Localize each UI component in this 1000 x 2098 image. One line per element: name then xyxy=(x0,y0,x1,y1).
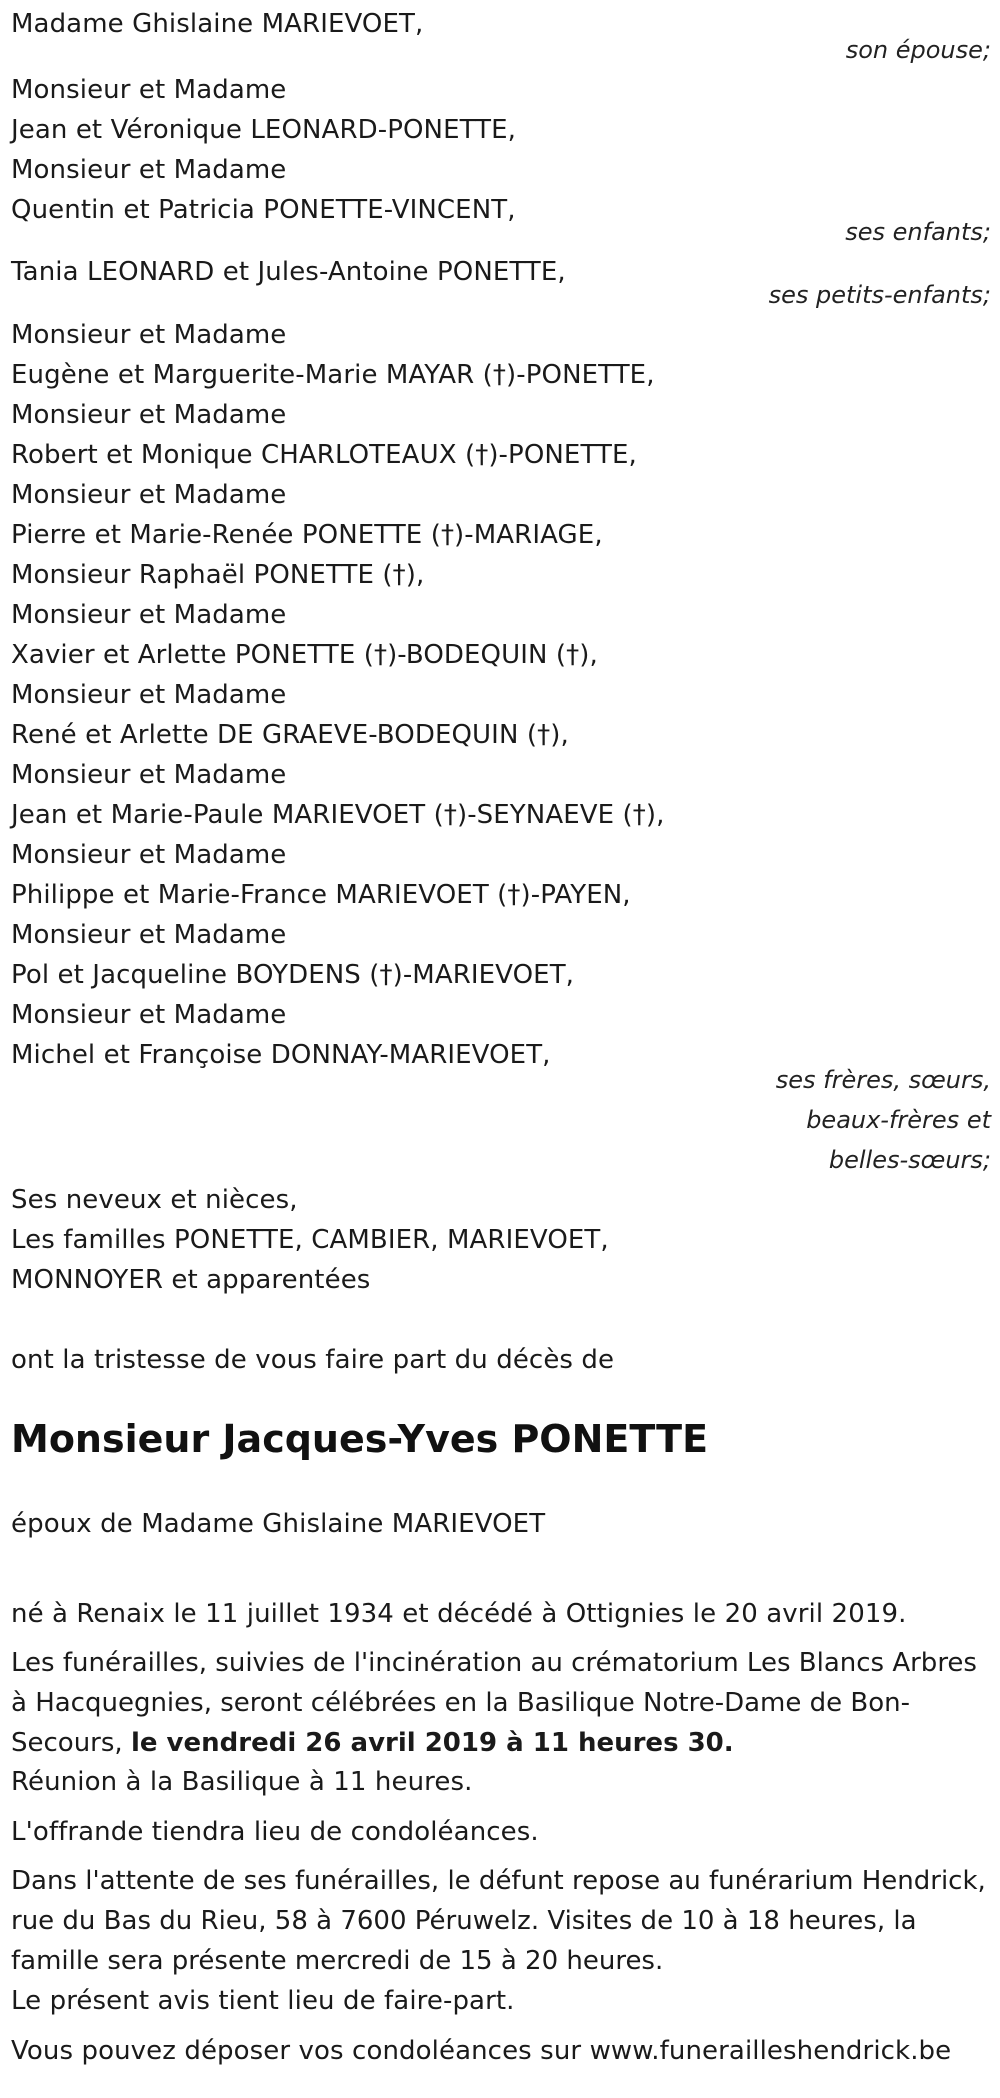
child-line: Quentin et Patricia PONETTE-VINCENT, xyxy=(11,195,516,225)
sibling-line: Xavier et Arlette PONETTE (†)-BODEQUIN (†), xyxy=(11,640,598,670)
siblings-relation: belles-sœurs; xyxy=(828,1146,991,1174)
other-relatives-line: MONNOYER et apparentées xyxy=(11,1265,371,1295)
birth-death-text: né à Renaix le 11 juillet 1934 et décédé à Ottignies le 20 avril 2019. xyxy=(11,1599,907,1629)
grandchildren-name: Tania LEONARD et Jules-Antoine PONETTE, xyxy=(11,257,566,287)
sibling-line: Monsieur et Madame xyxy=(11,680,287,710)
wife-name: Madame Ghislaine MARIEVOET, xyxy=(11,9,424,39)
rest-info-paragraph: Dans l'attente de ses funérailles, le défunt repose au funérarium Hendrick, rue du Bas du Rieu, 58 à 7600 Péruwelz. Visites de 10 à 18 heures, la famille sera présente mercredi de 15 à 20 heures. xyxy=(11,1866,986,1976)
sibling-line: Monsieur et Madame xyxy=(11,400,287,430)
condolences-text: Vous pouvez déposer vos condoléances sur www.funerailleshendrick.be xyxy=(11,2036,952,2066)
offering-text: L'offrande tiendra lieu de condoléances. xyxy=(11,1817,539,1847)
meeting-text: Réunion à la Basilique à 11 heures. xyxy=(11,1767,473,1797)
funeral-text: Les funérailles, suivies de l'incinération au crématorium Les Blancs Arbres à Hacquegnies, seront célébrées en la Basilique Notre-Dame de Bon-Secours, xyxy=(11,1648,977,1758)
sibling-line: Pierre et Marie-Renée PONETTE (†)-MARIAGE, xyxy=(11,520,603,550)
child-line: Jean et Véronique LEONARD-PONETTE, xyxy=(11,115,517,145)
sibling-line: Robert et Monique CHARLOTEAUX (†)-PONETTE, xyxy=(11,440,637,470)
sibling-line: Monsieur et Madame xyxy=(11,760,287,790)
grandchildren-relation: ses petits-enfants; xyxy=(768,281,991,309)
siblings-relation: beaux-frères et xyxy=(806,1106,991,1134)
other-relatives-line: Les familles PONETTE, CAMBIER, MARIEVOET, xyxy=(11,1225,609,1255)
sibling-line: Michel et Françoise DONNAY-MARIEVOET, xyxy=(11,1040,551,1070)
sibling-line: Philippe et Marie-France MARIEVOET (†)-PAYEN, xyxy=(11,880,631,910)
wife-relation: son épouse; xyxy=(845,36,991,64)
sibling-line: Monsieur et Madame xyxy=(11,320,287,350)
funeral-date: le vendredi 26 avril 2019 à 11 heures 30. xyxy=(130,1728,734,1758)
announcement-text: ont la tristesse de vous faire part du décès de xyxy=(11,1345,615,1375)
obituary-notice xyxy=(11,0,991,2098)
funeral-paragraph xyxy=(11,1643,996,1763)
avis-text: Le présent avis tient lieu de faire-part. xyxy=(11,1986,515,2016)
child-line: Monsieur et Madame xyxy=(11,75,287,105)
other-relatives-line: Ses neveux et nièces, xyxy=(11,1185,298,1215)
sibling-line: Monsieur et Madame xyxy=(11,600,287,630)
children-relation: ses enfants; xyxy=(845,218,991,246)
child-line: Monsieur et Madame xyxy=(11,155,287,185)
sibling-line: Pol et Jacqueline BOYDENS (†)-MARIEVOET, xyxy=(11,960,575,990)
siblings-relation: ses frères, sœurs, xyxy=(775,1066,991,1094)
sibling-line: Eugène et Marguerite-Marie MAYAR (†)-PONETTE, xyxy=(11,360,655,390)
deceased-name: Monsieur Jacques-Yves PONETTE xyxy=(11,1417,709,1461)
sibling-line: Monsieur et Madame xyxy=(11,840,287,870)
spouse-of-text: époux de Madame Ghislaine MARIEVOET xyxy=(11,1509,546,1539)
sibling-line: Monsieur et Madame xyxy=(11,1000,287,1030)
sibling-line: Monsieur et Madame xyxy=(11,920,287,950)
sibling-line: Monsieur et Madame xyxy=(11,480,287,510)
sibling-line: René et Arlette DE GRAEVE-BODEQUIN (†), xyxy=(11,720,569,750)
sibling-line: Jean et Marie-Paule MARIEVOET (†)-SEYNAEVE (†), xyxy=(11,800,665,830)
sibling-line: Monsieur Raphaël PONETTE (†), xyxy=(11,560,425,590)
